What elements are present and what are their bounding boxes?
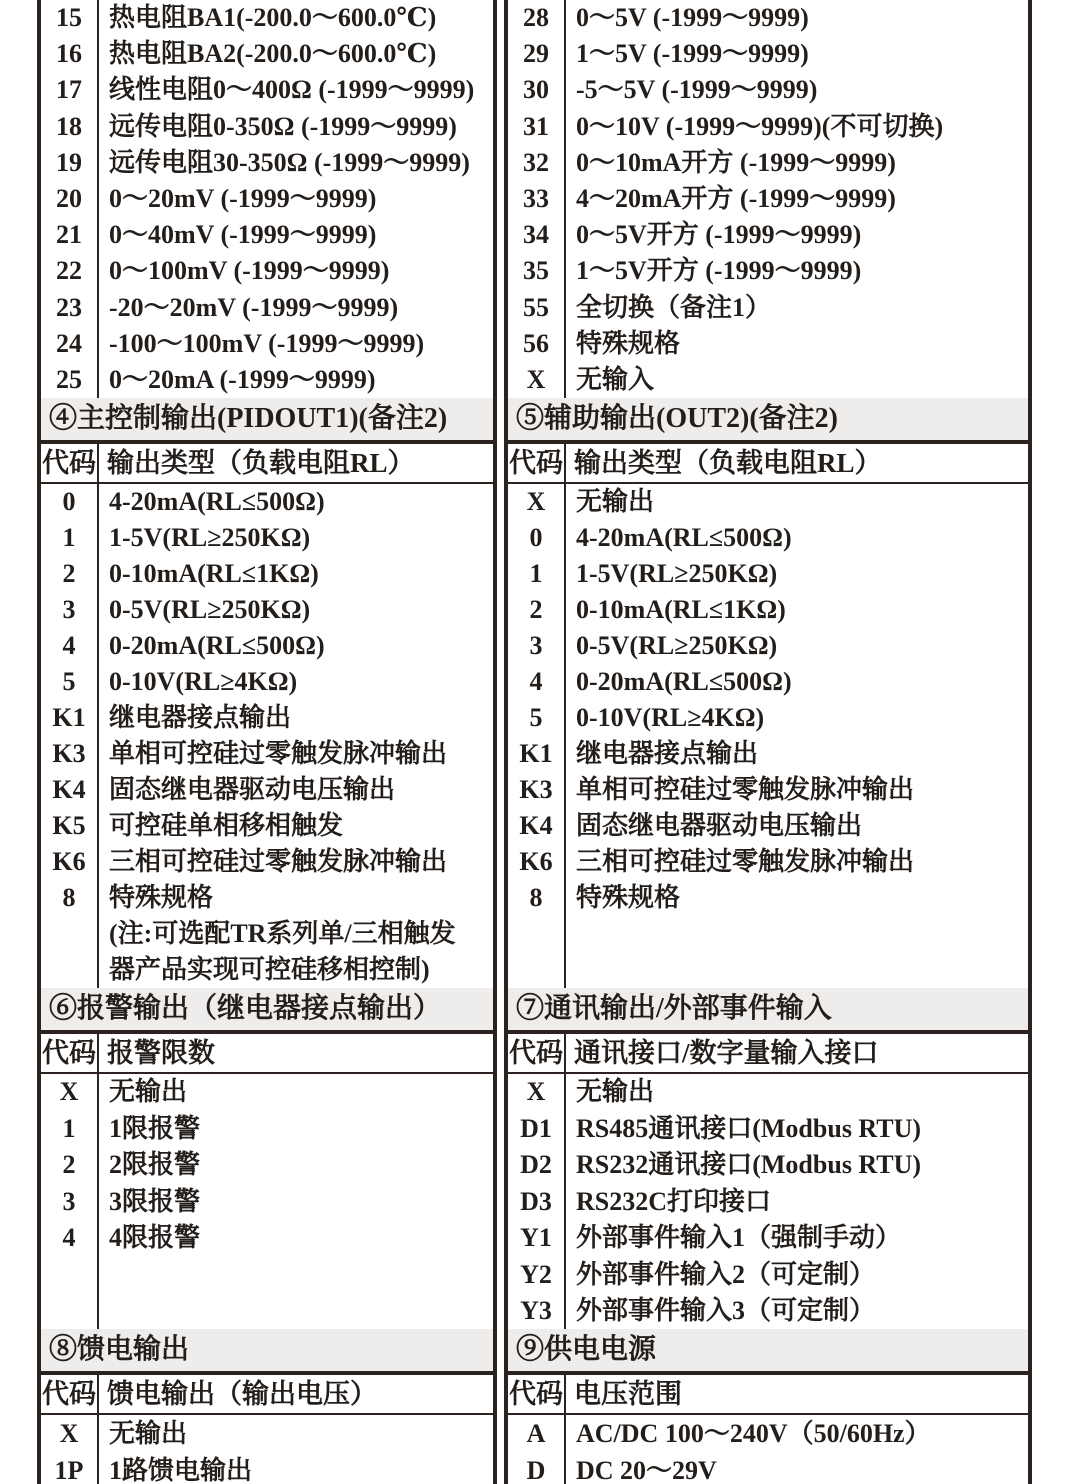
row-code: 24 (56, 328, 82, 358)
description-column (566, 0, 1028, 398)
row-description: 继电器接点输出 (576, 739, 759, 768)
table-gap (497, 1329, 504, 1484)
row-description: 固态继电器驱动电压输出 (109, 775, 396, 804)
row-description: 4-20mA(RL≤500Ω) (109, 487, 325, 516)
code-column (508, 1415, 566, 1484)
column-header-row (41, 1375, 493, 1415)
row-code: 8 (62, 883, 76, 912)
row-code: 28 (523, 3, 549, 32)
row-description: 0～10V (-1999～9999)(不可切换) (576, 111, 944, 141)
column-header-row (41, 444, 493, 484)
code-header: 代码 (41, 1375, 99, 1413)
row-description: 特殊规格 (109, 883, 214, 912)
row-description: -5～5V (-1999～9999) (576, 75, 818, 105)
description-column (566, 1415, 1028, 1484)
row-code: 33 (523, 183, 549, 213)
row-description: 无输出 (109, 1419, 188, 1448)
section-body (508, 1074, 1028, 1330)
row-description: 继电器接点输出 (109, 703, 292, 732)
section-body (41, 1415, 493, 1484)
code-column (508, 484, 566, 988)
row-code: 35 (523, 256, 549, 286)
row-description: 1-5V(RL≥250KΩ) (576, 559, 778, 588)
code-header: 代码 (508, 1034, 566, 1072)
row-code: 32 (523, 147, 549, 177)
row-description: 4～20mA开方 (-1999～9999) (576, 183, 896, 213)
table-gap (497, 0, 504, 402)
section-title: ④主控制输出(PIDOUT1)(备注2) (41, 398, 493, 444)
row-code: X (59, 1419, 79, 1448)
row-code: D3 (520, 1186, 552, 1216)
input-type-continuation-band (37, 0, 1032, 398)
row-code: 3 (529, 631, 543, 660)
row-code: X (59, 1077, 79, 1106)
row-description: 三相可控硅过零触发脉冲输出 (109, 847, 448, 876)
row-description: 无输出 (109, 1077, 188, 1106)
description-column (99, 1074, 493, 1330)
row-code: 19 (56, 147, 82, 177)
table-gap (497, 398, 504, 992)
row-code: 1 (62, 523, 76, 552)
row-description: 3限报警 (109, 1186, 201, 1216)
row-code: 2 (529, 595, 543, 624)
input-type-right-body (508, 0, 1028, 398)
row-code: 0 (529, 523, 543, 552)
code-column (508, 0, 566, 398)
section-communication-output (504, 988, 1032, 1334)
row-code: 1 (62, 1113, 76, 1143)
row-code: 2 (62, 1150, 76, 1179)
row-code: 4 (62, 631, 76, 660)
code-header: 代码 (41, 1034, 99, 1072)
row-description: 0～20mA (-1999～9999) (109, 364, 376, 394)
section-body (41, 484, 493, 988)
row-description: 单相可控硅过零触发脉冲输出 (576, 775, 915, 804)
description-column (99, 1415, 493, 1484)
section-body (508, 1415, 1028, 1484)
row-description: 无输入 (576, 364, 655, 394)
row-description: 0-10mA(RL≤1KΩ) (109, 559, 319, 588)
row-description: 1～5V (-1999～9999) (576, 39, 809, 69)
row-code: K6 (519, 847, 553, 876)
row-description: 0-10V(RL≥4KΩ) (576, 703, 765, 732)
row-description: 远传电阻0-350Ω (-1999～9999) (109, 111, 457, 141)
row-code: 2 (62, 559, 76, 588)
row-code: D1 (520, 1113, 552, 1143)
row-code: 16 (56, 39, 82, 69)
row-code: 1P (54, 1456, 84, 1484)
row-description: 热电阻BA2(-200.0～600.0℃) (109, 39, 437, 69)
section-alarm-output (37, 988, 497, 1334)
row-code: 4 (62, 1223, 76, 1252)
description-column (566, 1074, 1028, 1330)
row-description: 0-10mA(RL≤1KΩ) (576, 595, 786, 624)
row-code: 34 (523, 220, 549, 250)
row-description: 1-5V(RL≥250KΩ) (109, 523, 311, 552)
row-description: 0-5V(RL≥250KΩ) (109, 595, 311, 624)
column-header-row (508, 1034, 1028, 1074)
row-description: 0～100mV (-1999～9999) (109, 256, 390, 286)
description-header: 输出类型（负载电阻RL） (574, 448, 882, 478)
row-code: 21 (56, 220, 82, 250)
row-code: K1 (519, 739, 553, 768)
code-column (41, 1415, 99, 1484)
row-code: K1 (52, 703, 86, 732)
row-code: 15 (56, 3, 82, 32)
row-description: RS232通讯接口(Modbus RTU) (576, 1150, 922, 1179)
row-code: K4 (519, 811, 553, 840)
ordering-spec-tables (37, 0, 1032, 1484)
section-title: ⑤辅助输出(OUT2)(备注2) (508, 398, 1028, 444)
row-description: 1～5V开方 (-1999～9999) (576, 256, 862, 286)
row-description: 热电阻BA1(-200.0～600.0℃) (109, 3, 437, 32)
row-code: 5 (62, 667, 76, 696)
row-code: 56 (523, 328, 549, 358)
row-description: 4限报警 (109, 1223, 201, 1252)
row-description: 0～5V (-1999～9999) (576, 3, 809, 32)
row-description: 1路馈电输出 (109, 1456, 253, 1484)
row-description: 器产品实现可控硅移相控制) (109, 955, 430, 984)
section-body (41, 1074, 493, 1330)
row-code: D2 (520, 1150, 552, 1179)
row-code: K6 (52, 847, 86, 876)
code-header: 代码 (508, 1375, 566, 1413)
row-code: 20 (56, 183, 82, 213)
row-description: AC/DC 100～240V（50/60Hz） (576, 1419, 931, 1448)
row-description: 2限报警 (109, 1150, 201, 1179)
row-code: 4 (529, 667, 543, 696)
row-description: 单相可控硅过零触发脉冲输出 (109, 739, 448, 768)
table-gap (497, 988, 504, 1334)
row-code: K5 (52, 811, 86, 840)
code-column (508, 1074, 566, 1330)
row-description: 0-20mA(RL≤500Ω) (576, 667, 792, 696)
feed-power-band (37, 1329, 1032, 1484)
row-description: 线性电阻0～400Ω (-1999～9999) (109, 75, 475, 105)
section-title: ⑨供电电源 (508, 1329, 1028, 1375)
row-description: 0-10V(RL≥4KΩ) (109, 667, 298, 696)
section-feed-output (37, 1329, 497, 1484)
input-type-table-left (37, 0, 497, 402)
row-description: 外部事件输入3（可定制） (576, 1296, 876, 1325)
row-description: RS485通讯接口(Modbus RTU) (576, 1113, 922, 1143)
row-description: -100～100mV (-1999～9999) (109, 328, 425, 358)
column-header-row (508, 444, 1028, 484)
section-power-supply (504, 1329, 1032, 1484)
row-description: 0～40mV (-1999～9999) (109, 220, 377, 250)
row-description: 0～5V开方 (-1999～9999) (576, 220, 862, 250)
row-code: Y3 (520, 1296, 552, 1325)
row-code: Y1 (520, 1223, 552, 1252)
row-code: 3 (62, 1186, 76, 1216)
code-header: 代码 (508, 444, 566, 482)
row-code: 25 (56, 364, 82, 394)
row-description: 0-20mA(RL≤500Ω) (109, 631, 325, 660)
row-code: 3 (62, 595, 76, 624)
row-description: 0-5V(RL≥250KΩ) (576, 631, 778, 660)
row-description: 特殊规格 (576, 883, 681, 912)
description-header: 输出类型（负载电阻RL） (107, 448, 415, 478)
row-description: 三相可控硅过零触发脉冲输出 (576, 847, 915, 876)
row-description: (注:可选配TR系列单/三相触发 (109, 919, 456, 948)
section-body (508, 484, 1028, 988)
row-code: D (526, 1456, 546, 1484)
column-header-row (508, 1375, 1028, 1415)
alarm-comm-band (37, 988, 1032, 1329)
row-description: 4-20mA(RL≤500Ω) (576, 523, 792, 552)
row-code: X (526, 487, 546, 516)
row-code (41, 952, 97, 988)
description-header: 报警限数 (107, 1038, 215, 1068)
row-code: 30 (523, 75, 549, 105)
row-description: 远传电阻30-350Ω (-1999～9999) (109, 147, 470, 177)
description-column (566, 484, 1028, 988)
row-description: 1限报警 (109, 1113, 201, 1143)
row-code (41, 916, 97, 952)
row-code: K3 (519, 775, 553, 804)
row-code: K4 (52, 775, 86, 804)
code-column (41, 0, 99, 398)
row-description: 固态继电器驱动电压输出 (576, 811, 863, 840)
row-code: K3 (52, 739, 86, 768)
description-header: 电压范围 (574, 1379, 682, 1409)
row-description: RS232C打印接口 (576, 1186, 772, 1216)
row-code: 18 (56, 111, 82, 141)
code-column (41, 1074, 99, 1330)
row-description: 特殊规格 (576, 328, 681, 358)
row-description: 可控硅单相移相触发 (109, 811, 344, 840)
row-description: 无输出 (576, 1077, 655, 1106)
row-code: 31 (523, 111, 549, 141)
row-code: 23 (56, 292, 82, 322)
row-code: A (526, 1419, 546, 1448)
row-description: 0～10mA开方 (-1999～9999) (576, 147, 896, 177)
row-code: 17 (56, 75, 82, 105)
section-title: ⑥报警输出（继电器接点输出） (41, 988, 493, 1034)
description-column (99, 0, 493, 398)
description-header: 馈电输出（输出电压） (107, 1379, 377, 1409)
row-code: 22 (56, 256, 82, 286)
input-type-left-body (41, 0, 493, 398)
row-description: 0～20mV (-1999～9999) (109, 183, 377, 213)
description-column (99, 484, 493, 988)
column-header-row (41, 1034, 493, 1074)
section-title: ⑧馈电输出 (41, 1329, 493, 1375)
row-code: Y2 (520, 1259, 552, 1289)
row-description: 外部事件输入1（强制手动） (576, 1223, 902, 1252)
row-code: 0 (62, 487, 76, 516)
row-code: X (526, 364, 546, 394)
section-main-control-output (37, 398, 497, 992)
row-code: X (526, 1077, 546, 1106)
output-sections-band (37, 398, 1032, 988)
row-code: 1 (529, 559, 543, 588)
row-code: 5 (529, 703, 543, 732)
row-code: 29 (523, 39, 549, 69)
row-description: 无输出 (576, 487, 655, 516)
section-auxiliary-output (504, 398, 1032, 992)
input-type-table-right (504, 0, 1032, 402)
description-header: 通讯接口/数字量输入接口 (574, 1038, 879, 1068)
row-description: 外部事件输入2（可定制） (576, 1259, 876, 1289)
section-title: ⑦通讯输出/外部事件输入 (508, 988, 1028, 1034)
row-description: 全切换（备注1） (576, 292, 772, 322)
row-description: DC 20～29V (576, 1456, 717, 1484)
row-code: 8 (529, 883, 543, 912)
code-header: 代码 (41, 444, 99, 482)
row-code: 55 (523, 292, 549, 322)
row-description: -20～20mV (-1999～9999) (109, 292, 399, 322)
code-column (41, 484, 99, 988)
